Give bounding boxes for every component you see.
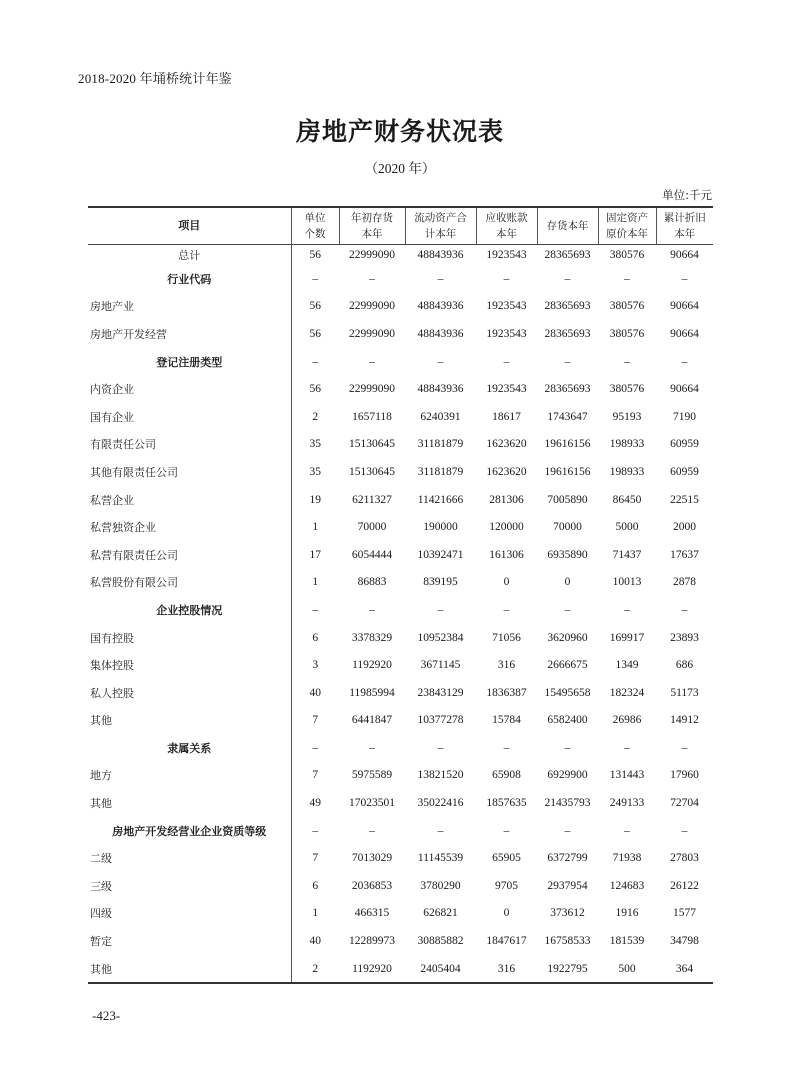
cell-value: 839195	[423, 576, 458, 589]
cell-value: 48843936	[417, 383, 464, 396]
running-head: 2018-2020 年埇桥统计年鉴	[78, 71, 232, 86]
cell-value: 6929900	[547, 769, 588, 782]
header-text-line: 应收账款	[485, 212, 528, 224]
cell-value: –	[624, 272, 630, 285]
page-subtitle: （2020 年）	[364, 161, 436, 176]
cell-value: –	[369, 355, 375, 368]
row-label: 三级	[88, 872, 291, 900]
cell-value: –	[681, 824, 688, 837]
cell-value: –	[437, 741, 444, 754]
header-current-assets	[405, 207, 476, 245]
cell-value: 70000	[553, 521, 582, 534]
row-label: 其他	[88, 955, 291, 984]
table-row	[88, 320, 713, 348]
section-header-row	[88, 734, 713, 762]
cell-value: 19	[309, 493, 321, 506]
header-text-line: 项目	[178, 219, 201, 232]
table-row	[88, 679, 713, 707]
cell-value: 90664	[670, 300, 699, 313]
cell-value: 30885882	[417, 935, 464, 948]
row-label: 私营股份有限公司	[88, 569, 291, 597]
cell-value: 16758533	[544, 935, 591, 948]
cell-value: –	[503, 603, 510, 616]
table-row	[88, 486, 713, 514]
cell-value: 2937954	[547, 879, 588, 892]
table-row	[88, 651, 713, 679]
cell-value: 12289973	[349, 935, 395, 948]
cell-value: 1192920	[352, 962, 392, 975]
cell-value: 1916	[615, 907, 639, 920]
cell-value: 1623620	[486, 465, 527, 478]
cell-value: –	[503, 741, 510, 754]
header-fixed-assets-original	[598, 207, 656, 245]
cell-value: 316	[497, 962, 516, 975]
cell-value: 3780290	[420, 879, 461, 892]
cell-value: 18617	[492, 410, 521, 423]
cell-value: 6372799	[547, 852, 588, 865]
row-label: 企业控股情况	[88, 596, 291, 624]
cell-value: 626821	[423, 907, 458, 920]
cell-value: 15130645	[349, 465, 395, 478]
cell-value: 21435793	[544, 797, 591, 810]
cell-value: 1192920	[352, 659, 392, 672]
cell-value: 49	[309, 797, 321, 810]
cell-value: 1923543	[486, 383, 527, 396]
row-label: 总计	[88, 245, 291, 266]
row-label: 登记注册类型	[88, 348, 291, 376]
cell-value: 161306	[489, 548, 524, 561]
cell-value: –	[369, 603, 375, 616]
cell-value: 281306	[489, 493, 524, 506]
row-label: 私营有限责任公司	[88, 541, 291, 569]
cell-value: –	[564, 272, 571, 285]
cell-value: –	[564, 824, 571, 837]
section-header-row	[88, 265, 713, 293]
cell-value: 5975589	[351, 769, 393, 782]
cell-value: 1922795	[547, 962, 588, 975]
cell-value: 90664	[670, 249, 699, 261]
row-label: 国有企业	[88, 403, 291, 431]
cell-value: 1923543	[486, 327, 527, 340]
cell-value: 249133	[609, 797, 645, 810]
cell-value: 26986	[612, 714, 642, 727]
cell-value: 15130645	[349, 438, 395, 451]
cell-value: –	[437, 355, 444, 368]
row-label: 隶属关系	[88, 734, 291, 762]
cell-value: –	[503, 272, 510, 285]
cell-value: 181539	[609, 935, 645, 948]
cell-value: 40	[309, 935, 321, 948]
cell-value: 1623620	[486, 438, 527, 451]
cell-value: 2000	[673, 521, 696, 534]
cell-value: –	[312, 355, 319, 368]
cell-value: 28365693	[544, 383, 591, 396]
cell-value: 1	[312, 907, 319, 920]
header-accumulated-depreciation	[656, 207, 713, 245]
cell-value: 90664	[670, 327, 699, 340]
cell-value: 7190	[673, 410, 696, 423]
cell-value: –	[681, 355, 688, 368]
row-label: 有限责任公司	[88, 431, 291, 459]
cell-value: 10013	[612, 576, 642, 589]
cell-value: 3671145	[420, 659, 461, 672]
table-row	[88, 293, 713, 321]
cell-value: 316	[497, 659, 516, 672]
table-row	[88, 927, 713, 955]
cell-value: 56	[309, 383, 321, 396]
cell-value: 6935890	[547, 548, 588, 561]
cell-value: –	[437, 272, 444, 285]
row-label: 其他	[88, 707, 291, 735]
cell-value: 56	[309, 300, 321, 313]
cell-value: 7	[312, 714, 319, 727]
cell-value: 14912	[670, 714, 699, 727]
cell-value: 48843936	[417, 300, 464, 313]
cell-value: 17960	[670, 769, 699, 782]
cell-value: 35	[309, 438, 321, 451]
table-row	[88, 872, 713, 900]
cell-value: 1857635	[486, 797, 527, 810]
row-label: 内资企业	[88, 375, 291, 403]
cell-value: 169917	[609, 631, 645, 644]
cell-value: 5000	[615, 521, 639, 534]
cell-value: 35022416	[417, 797, 464, 810]
cell-value: 1	[312, 576, 319, 589]
cell-value: 380576	[609, 383, 645, 396]
cell-value: 2036853	[351, 879, 393, 892]
cell-value: 23893	[670, 631, 699, 644]
cell-value: 6211327	[352, 493, 392, 506]
row-label: 房地产开发经营	[88, 320, 291, 348]
cell-value: 6582400	[547, 714, 588, 727]
cell-value: –	[681, 603, 688, 616]
table-row	[88, 403, 713, 431]
cell-value: 380576	[609, 327, 645, 340]
header-text-line: 原价本年	[606, 228, 648, 240]
cell-value: 131443	[609, 769, 645, 782]
header-item	[88, 207, 291, 245]
table-row	[88, 900, 713, 928]
cell-value: 71437	[612, 548, 642, 561]
cell-value: 364	[675, 962, 694, 975]
cell-value: 120000	[489, 521, 524, 534]
header-text-line: 固定资产	[606, 212, 648, 224]
row-label: 暂定	[88, 927, 291, 955]
cell-value: 28365693	[544, 249, 591, 261]
cell-value: 466315	[354, 907, 390, 920]
cell-value: 17637	[670, 548, 699, 561]
cell-value: 1836387	[486, 686, 527, 699]
cell-value: 56	[309, 249, 321, 261]
cell-value: 6441847	[351, 714, 393, 727]
cell-value: 72704	[670, 797, 699, 810]
header-unit-count	[291, 207, 339, 245]
cell-value: 13821520	[417, 769, 464, 782]
cell-value: 1847617	[486, 935, 527, 948]
cell-value: 686	[675, 659, 694, 672]
cell-value: 31181879	[417, 438, 464, 451]
cell-value: 51173	[670, 686, 699, 699]
header-text-line: 本年	[361, 228, 383, 240]
row-label: 私营独资企业	[88, 513, 291, 541]
cell-value: 86450	[612, 493, 642, 506]
table-row	[88, 707, 713, 735]
table-row	[88, 789, 713, 817]
page-number: -423-	[92, 1008, 121, 1023]
table-row	[88, 762, 713, 790]
table-row	[88, 431, 713, 459]
cell-value: 1923543	[486, 249, 527, 261]
cell-value: 17023501	[349, 797, 395, 810]
cell-value: 2405404	[420, 962, 461, 975]
cell-value: 65908	[492, 769, 521, 782]
table-row	[88, 513, 713, 541]
cell-value: 3620960	[547, 631, 588, 644]
cell-value: 48843936	[417, 249, 464, 261]
cell-value: –	[564, 355, 571, 368]
cell-value: 3	[312, 659, 319, 672]
cell-value: 31181879	[417, 465, 464, 478]
cell-value: 48843936	[417, 327, 464, 340]
cell-value: –	[503, 355, 510, 368]
cell-value: 2878	[673, 576, 696, 589]
cell-value: 28365693	[544, 327, 591, 340]
cell-value: 60959	[670, 438, 699, 451]
header-text-line: 年初存货	[351, 212, 393, 224]
cell-value: –	[312, 272, 319, 285]
cell-value: 10952384	[417, 631, 464, 644]
cell-value: 65905	[492, 852, 521, 865]
cell-value: 15784	[492, 714, 521, 727]
cell-value: 95193	[612, 410, 642, 423]
cell-value: 380576	[609, 249, 645, 261]
cell-value: –	[681, 272, 688, 285]
cell-value: 9705	[495, 879, 518, 892]
cell-value: 0	[564, 576, 571, 589]
cell-value: –	[503, 824, 510, 837]
row-label: 国有控股	[88, 624, 291, 652]
cell-value: 1923543	[486, 300, 527, 313]
cell-value: 40	[309, 686, 321, 699]
cell-value: 7005890	[547, 493, 588, 506]
cell-value: 3378329	[351, 631, 393, 644]
cell-value: 90664	[670, 383, 699, 396]
cell-value: –	[681, 741, 688, 754]
cell-value: –	[437, 603, 444, 616]
cell-value: 2	[312, 962, 319, 975]
cell-value: 23843129	[417, 686, 464, 699]
cell-value: 86883	[357, 576, 387, 589]
cell-value: 71938	[612, 852, 642, 865]
cell-value: 1657118	[352, 410, 392, 423]
cell-value: –	[624, 824, 630, 837]
cell-value: 182324	[609, 686, 645, 699]
cell-value: 22999090	[349, 249, 395, 261]
cell-value: 1349	[615, 659, 639, 672]
cell-value: 11145539	[417, 852, 464, 865]
header-inventory	[537, 207, 598, 245]
header-text-line: 本年	[496, 228, 517, 240]
table-row	[88, 624, 713, 652]
cell-value: 198933	[609, 438, 645, 451]
cell-value: 10377278	[417, 714, 464, 727]
cell-value: 22999090	[349, 383, 395, 396]
cell-value: 6	[312, 631, 319, 644]
header-text-line: 单位	[304, 212, 326, 224]
row-label: 房地产业	[88, 293, 291, 321]
cell-value: 1	[312, 521, 319, 534]
header-accounts-receivable	[476, 207, 537, 245]
total-row	[88, 245, 713, 266]
cell-value: –	[624, 355, 630, 368]
cell-value: 198933	[609, 465, 645, 478]
cell-value: 70000	[357, 521, 387, 534]
page-title: 房地产财务状况表	[295, 117, 504, 146]
cell-value: –	[564, 741, 571, 754]
table-row	[88, 541, 713, 569]
cell-value: –	[369, 741, 375, 754]
header-text-line: 流动资产合	[414, 212, 467, 224]
section-header-row	[88, 348, 713, 376]
cell-value: 17	[309, 548, 321, 561]
row-label: 行业代码	[88, 265, 291, 293]
table-body	[88, 245, 713, 984]
cell-value: 373612	[550, 907, 585, 920]
table-row	[88, 569, 713, 597]
table-row	[88, 844, 713, 872]
cell-value: 60959	[670, 465, 699, 478]
header-text-line: 存货本年	[546, 220, 589, 232]
financial-table-container	[88, 206, 713, 984]
cell-value: 15495658	[544, 686, 591, 699]
row-label: 地方	[88, 762, 291, 790]
cell-value: 56	[309, 327, 321, 340]
cell-value: 11421666	[417, 493, 464, 506]
row-label: 私营企业	[88, 486, 291, 514]
cell-value: –	[369, 824, 375, 837]
cell-value: 0	[503, 907, 510, 920]
cell-value: 380576	[609, 300, 645, 313]
real-estate-financial-table	[88, 206, 713, 984]
table-row	[88, 375, 713, 403]
header-text-line: 本年	[674, 228, 696, 240]
row-label: 二级	[88, 844, 291, 872]
row-label: 私人控股	[88, 679, 291, 707]
cell-value: –	[437, 824, 444, 837]
cell-value: –	[312, 824, 319, 837]
table-header-row	[88, 207, 713, 245]
cell-value: –	[624, 741, 630, 754]
cell-value: 2	[312, 410, 319, 423]
cell-value: 0	[503, 576, 510, 589]
cell-value: 71056	[492, 631, 521, 644]
cell-value: 19616156	[544, 438, 591, 451]
row-label: 其他	[88, 789, 291, 817]
cell-value: 500	[618, 962, 636, 975]
section-header-row	[88, 817, 713, 845]
cell-value: 19616156	[544, 465, 591, 478]
cell-value: 27803	[670, 852, 699, 865]
unit-label: 单位:千元	[662, 188, 712, 202]
cell-value: 22999090	[349, 327, 395, 340]
header-text-line: 累计折旧	[663, 212, 706, 224]
cell-value: 190000	[423, 521, 458, 534]
cell-value: 7	[312, 769, 319, 782]
cell-value: 7013029	[351, 852, 393, 865]
cell-value: 22999090	[349, 300, 395, 313]
cell-value: –	[564, 603, 571, 616]
section-header-row	[88, 596, 713, 624]
cell-value: –	[312, 741, 319, 754]
cell-value: –	[624, 603, 630, 616]
header-text-line: 计本年	[424, 228, 457, 240]
row-label: 四级	[88, 900, 291, 928]
cell-value: 22515	[670, 493, 699, 506]
row-label: 集体控股	[88, 651, 291, 679]
cell-value: 2666675	[547, 659, 588, 672]
cell-value: 124683	[609, 879, 645, 892]
cell-value: 1743647	[547, 410, 588, 423]
cell-value: –	[369, 272, 375, 285]
cell-value: 34798	[670, 935, 699, 948]
cell-value: 35	[309, 465, 321, 478]
cell-value: 6240391	[420, 410, 461, 423]
cell-value: 10392471	[417, 548, 464, 561]
table-row	[88, 458, 713, 486]
cell-value: 6	[312, 879, 319, 892]
cell-value: 7	[312, 852, 319, 865]
cell-value: 6054444	[351, 548, 393, 561]
cell-value: 28365693	[544, 300, 591, 313]
row-label: 房地产开发经营业企业资质等级	[88, 817, 291, 845]
row-label: 其他有限责任公司	[88, 458, 291, 486]
table-row	[88, 955, 713, 984]
cell-value: 1577	[673, 907, 696, 920]
header-text-line: 个数	[304, 228, 326, 240]
cell-value: 26122	[670, 879, 699, 892]
cell-value: –	[312, 603, 319, 616]
header-opening-inventory	[339, 207, 405, 245]
cell-value: 11985994	[349, 686, 395, 699]
